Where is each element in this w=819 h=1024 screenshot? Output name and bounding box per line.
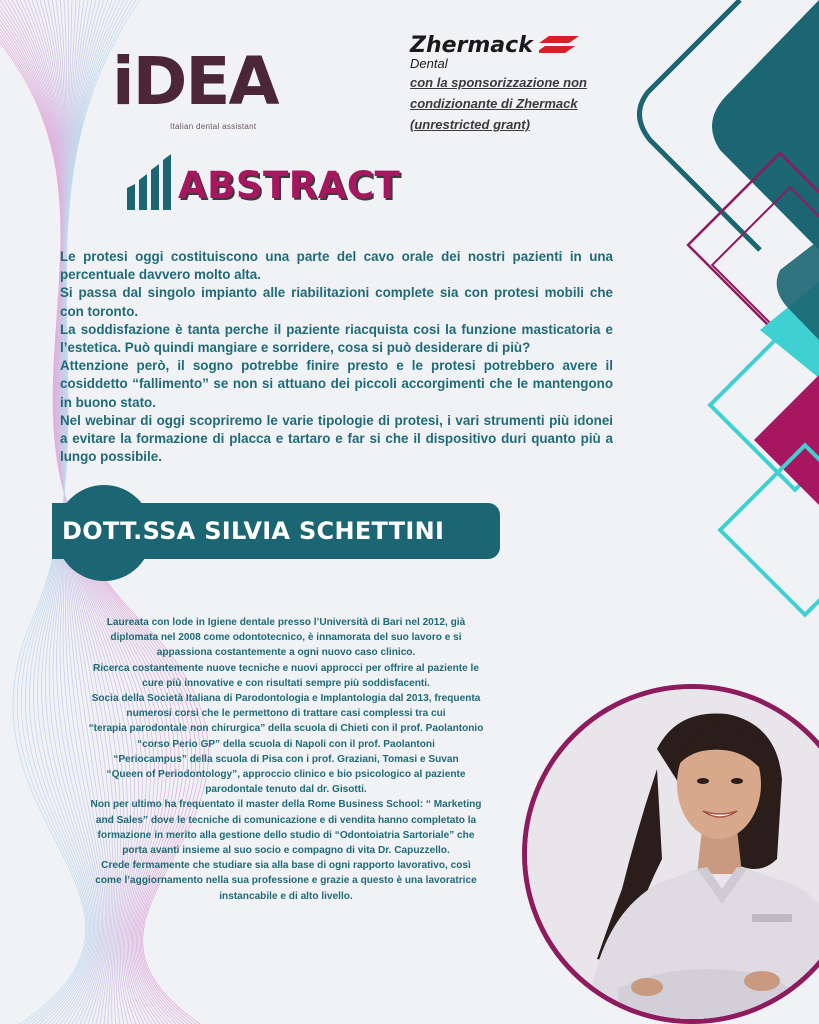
zhermack-division: Dental bbox=[410, 56, 448, 71]
logo-subtitle: Italian dental assistant bbox=[170, 122, 257, 131]
bio-line: come l’aggiornamento nella sua professione e grazie a questo è una lavoratrice bbox=[95, 875, 477, 887]
bio-line: appassiona costantemente a ogni nuovo caso clinico. bbox=[156, 647, 416, 659]
sponsor-note-line-3: (unrestricted grant) bbox=[410, 117, 530, 132]
bio-line: “terapia parodontale non chirurgica” della scuola di Chieti con il prof. Paolantonio bbox=[88, 723, 484, 735]
bio-line: Non per ultimo ha frequentato il master della Rome Business School: “ Marketing bbox=[90, 799, 482, 811]
sponsor-note-line-2: condizionante di Zhermack bbox=[410, 96, 578, 111]
sponsor-block bbox=[410, 34, 620, 134]
abstract-paragraph: Si passa dal singolo impianto alle riabilitazioni complete sia con protesi mobili che con toronto. bbox=[60, 285, 613, 319]
bio-line: porta avanti insieme al suo socio e compagno di vita Dr. Capuzzello. bbox=[122, 845, 450, 857]
bio-line: Crede fermamente che studiare sia alla base di ogni rapporto lavorativo, così bbox=[101, 860, 471, 872]
zhermack-logo: Zhermack bbox=[410, 33, 533, 58]
bio-line: “corso Perio GP” della scuola di Napoli con il prof. Paolantoni bbox=[137, 738, 435, 750]
bio-line: Socia della Società Italiana di Parodontologia e Implantologia dal 2013, frequenta bbox=[91, 693, 481, 705]
idea-logo bbox=[112, 44, 282, 136]
bio-line: and Sales” dove le tecniche di comunicazione e di vendita hanno completato la bbox=[95, 814, 477, 826]
speaker-photo bbox=[527, 689, 819, 1019]
bio-line: “Periocampus” della scuola di Pisa con i prof. Graziani, Tomasi e Suvan bbox=[113, 753, 459, 765]
bio-line: diplomata nel 2008 come odontotecnico, è innamorata del suo lavoro e si bbox=[110, 632, 462, 644]
bio-line: formazione in merito alla gestione dello studio di “Odontoiatria Sartoriale” che bbox=[97, 829, 475, 841]
logo-wordmark: iDEA bbox=[112, 43, 278, 120]
speaker-bio bbox=[72, 615, 500, 904]
abstract-paragraph: La soddisfazione è tanta perche il paziente riacquista cosi la funzione masticatoria e l’estetica. Può quindi mangiare e sorridere, cosa si può desiderare di più? bbox=[60, 321, 613, 356]
bar-chart-icon bbox=[125, 152, 175, 214]
zhermack-stripes-icon bbox=[539, 36, 579, 54]
abstract-title: ABSTRACT bbox=[178, 164, 401, 207]
abstract-body bbox=[60, 248, 613, 466]
speaker-name: DOTT.SSA SILVIA SCHETTINI bbox=[62, 517, 445, 545]
bio-line: Ricerca costantemente nuove tecniche e nuovi approcci per offrire al paziente le bbox=[93, 662, 479, 674]
speaker-portrait bbox=[522, 684, 819, 1024]
bio-line: Laureata con lode in Igiene dentale presso l’Università di Bari nel 2012, già bbox=[106, 617, 466, 628]
abstract-paragraph: Le protesi oggi costituiscono una parte del cavo orale dei nostri pazienti in una percentuale davvero molto alta. bbox=[60, 249, 613, 283]
bio-line: parodontale tenuto dal dr. Gisotti. bbox=[205, 784, 367, 796]
bio-line: numerosi corsi che le permettono di trattare casi complessi tra cui bbox=[126, 708, 446, 720]
bio-line: cure più innovative e con risultati sempre più soddisfacenti. bbox=[142, 677, 430, 689]
bio-line: instancabile e di alto livello. bbox=[219, 890, 353, 902]
sponsor-note-line-1: con la sponsorizzazione non bbox=[410, 75, 587, 90]
bio-line: “Queen of Periodontology”, approccio clinico e bio psicologico al paziente bbox=[106, 769, 466, 781]
abstract-paragraph: Attenzione però, il sogno potrebbe finire presto e le protesi potrebbero avere il cosiddetto “fallimento” se non si attuano dei piccoli accorgimenti che le mantengono in buono stato. bbox=[60, 358, 613, 410]
abstract-paragraph: Nel webinar di oggi scopriremo le varie tipologie di protesi, i vari strumenti più idonei a evitare la formazione di placca e tartaro e far si che il dispositivo duri quanto più a lungo possibile. bbox=[60, 412, 613, 465]
